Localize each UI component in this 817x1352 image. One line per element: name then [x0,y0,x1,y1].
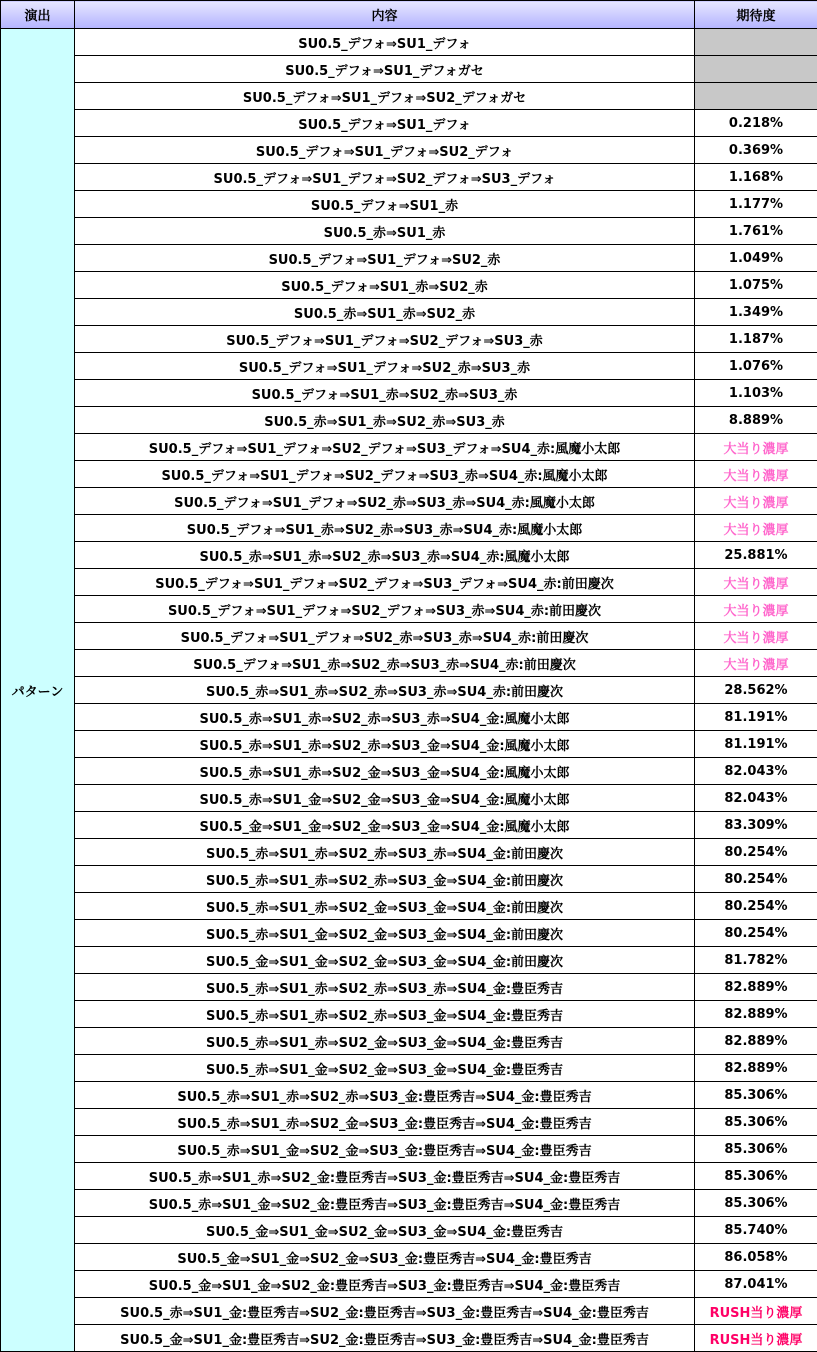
table-row [1,569,817,596]
expectation-cell: 81.191% [695,704,817,731]
table-row [1,218,817,245]
expectation-cell: 85.306% [695,1190,817,1217]
content-cell: SU0.5_赤⇒SU1_赤⇒SU2_赤⇒SU3_金⇒SU4_金:風魔小太郎 [75,731,695,758]
expectation-cell: 81.191% [695,731,817,758]
expectation-cell [695,56,817,83]
content-cell: SU0.5_デフォ⇒SU1_赤⇒SU2_赤⇒SU3_赤 [75,380,695,407]
content-cell: SU0.5_赤⇒SU1_赤 [75,218,695,245]
expectation-cell: 1.187% [695,326,817,353]
table-row [1,677,817,704]
content-cell: SU0.5_金⇒SU1_金⇒SU2_金⇒SU3_金⇒SU4_金:前田慶次 [75,947,695,974]
table-row [1,812,817,839]
table-row [1,785,817,812]
expectation-cell: 1.349% [695,299,817,326]
table-row [1,758,817,785]
table-row [1,1055,817,1082]
expectation-cell: 1.075% [695,272,817,299]
table-row [1,1001,817,1028]
expectation-cell: 8.889% [695,407,817,434]
table-row [1,380,817,407]
table-row [1,731,817,758]
expectation-cell: 85.740% [695,1217,817,1244]
table-row [1,164,817,191]
content-cell: SU0.5_デフォ⇒SU1_デフォ⇒SU2_デフォ⇒SU3_デフォ⇒SU4_赤:風魔小太郎 [75,434,695,461]
header-row [1,1,817,29]
content-cell: SU0.5_金⇒SU1_金⇒SU2_金:豊臣秀吉⇒SU3_金:豊臣秀吉⇒SU4_金:豊臣秀吉 [75,1271,695,1298]
expectation-cell: 82.043% [695,785,817,812]
expectation-cell: 大当り濃厚 [695,623,817,650]
expectation-cell: 82.889% [695,1055,817,1082]
expectation-cell: 82.889% [695,1001,817,1028]
expectation-cell: 大当り濃厚 [695,650,817,677]
content-cell: SU0.5_デフォ⇒SU1_デフォ⇒SU2_赤 [75,245,695,272]
content-cell: SU0.5_デフォ⇒SU1_デフォ⇒SU2_デフォガセ [75,83,695,110]
content-cell: SU0.5_デフォ⇒SU1_デフォガセ [75,56,695,83]
table-row [1,1136,817,1163]
content-cell: SU0.5_デフォ⇒SU1_赤⇒SU2_赤⇒SU3_赤⇒SU4_赤:前田慶次 [75,650,695,677]
table-row [1,272,817,299]
content-cell: SU0.5_赤⇒SU1_赤⇒SU2_赤⇒SU3_赤⇒SU4_金:豊臣秀吉 [75,974,695,1001]
header-performance: 演出 [1,1,75,29]
expectation-cell: 0.369% [695,137,817,164]
table-row [1,299,817,326]
table-row [1,623,817,650]
expectation-cell: 1.168% [695,164,817,191]
table-row [1,83,817,110]
table-row [1,1325,817,1352]
content-cell: SU0.5_赤⇒SU1_赤⇒SU2_赤⇒SU3_赤⇒SU4_金:前田慶次 [75,839,695,866]
table-row [1,1109,817,1136]
content-cell: SU0.5_赤⇒SU1_赤⇒SU2_金:豊臣秀吉⇒SU3_金:豊臣秀吉⇒SU4_金:豊臣秀吉 [75,1163,695,1190]
content-cell: SU0.5_デフォ⇒SU1_赤⇒SU2_赤 [75,272,695,299]
table-row [1,542,817,569]
expectation-cell [695,29,817,56]
table-body [1,29,817,1352]
expectation-cell: 25.881% [695,542,817,569]
content-cell: SU0.5_赤⇒SU1_赤⇒SU2_金⇒SU3_金⇒SU4_金:風魔小太郎 [75,758,695,785]
content-cell: SU0.5_デフォ⇒SU1_デフォ⇒SU2_デフォ⇒SU3_デフォ⇒SU4_赤:前田慶次 [75,569,695,596]
content-cell: SU0.5_デフォ⇒SU1_デフォ⇒SU2_デフォ [75,137,695,164]
table-row [1,461,817,488]
table-row [1,1244,817,1271]
table-row [1,893,817,920]
expectation-cell: 83.309% [695,812,817,839]
content-cell: SU0.5_デフォ⇒SU1_デフォ⇒SU2_赤⇒SU3_赤⇒SU4_赤:前田慶次 [75,623,695,650]
expectation-cell [695,83,817,110]
header-content: 内容 [75,1,695,29]
content-cell: SU0.5_デフォ⇒SU1_デフォ⇒SU2_デフォ⇒SU3_赤⇒SU4_赤:風魔小太郎 [75,461,695,488]
table-row [1,326,817,353]
expectation-cell: 1.177% [695,191,817,218]
content-cell: SU0.5_デフォ⇒SU1_デフォ⇒SU2_デフォ⇒SU3_赤 [75,326,695,353]
content-cell: SU0.5_赤⇒SU1_赤⇒SU2_赤⇒SU3_赤 [75,407,695,434]
expectation-cell: 1.076% [695,353,817,380]
table-row [1,920,817,947]
content-cell: SU0.5_赤⇒SU1_赤⇒SU2_赤⇒SU3_金:豊臣秀吉⇒SU4_金:豊臣秀吉 [75,1082,695,1109]
content-cell: SU0.5_赤⇒SU1_赤⇒SU2_赤⇒SU3_金⇒SU4_金:豊臣秀吉 [75,1001,695,1028]
table-row [1,56,817,83]
content-cell: SU0.5_赤⇒SU1_金⇒SU2_金⇒SU3_金⇒SU4_金:風魔小太郎 [75,785,695,812]
table-row [1,947,817,974]
table-row [1,1163,817,1190]
expectation-cell: RUSH当り濃厚 [695,1325,817,1352]
table-row [1,650,817,677]
table-row [1,1298,817,1325]
table-row [1,110,817,137]
expectation-cell: 大当り濃厚 [695,488,817,515]
expectation-cell: 1.049% [695,245,817,272]
content-cell: SU0.5_赤⇒SU1_赤⇒SU2_金⇒SU3_金:豊臣秀吉⇒SU4_金:豊臣秀吉 [75,1109,695,1136]
expectation-cell: 大当り濃厚 [695,569,817,596]
expectation-cell: 85.306% [695,1109,817,1136]
expectation-cell: 80.254% [695,866,817,893]
table-row [1,191,817,218]
content-cell: SU0.5_デフォ⇒SU1_デフォ⇒SU2_赤⇒SU3_赤 [75,353,695,380]
table-row [1,434,817,461]
content-cell: SU0.5_金⇒SU1_金⇒SU2_金⇒SU3_金⇒SU4_金:豊臣秀吉 [75,1217,695,1244]
expectation-cell: 0.218% [695,110,817,137]
content-cell: SU0.5_赤⇒SU1_金⇒SU2_金⇒SU3_金⇒SU4_金:前田慶次 [75,920,695,947]
expectation-cell: 大当り濃厚 [695,461,817,488]
content-cell: SU0.5_金⇒SU1_金⇒SU2_金⇒SU3_金:豊臣秀吉⇒SU4_金:豊臣秀吉 [75,1244,695,1271]
expectation-cell: RUSH当り濃厚 [695,1298,817,1325]
expectation-cell: 85.306% [695,1136,817,1163]
content-cell: SU0.5_赤⇒SU1_赤⇒SU2_赤⇒SU3_赤⇒SU4_赤:風魔小太郎 [75,542,695,569]
expectation-cell: 大当り濃厚 [695,596,817,623]
table-row [1,1271,817,1298]
expectation-cell: 81.782% [695,947,817,974]
expectation-cell: 80.254% [695,839,817,866]
table-row [1,407,817,434]
table-row [1,29,817,56]
table-row [1,1082,817,1109]
content-cell: SU0.5_デフォ⇒SU1_赤⇒SU2_赤⇒SU3_赤⇒SU4_赤:風魔小太郎 [75,515,695,542]
expectation-cell: 大当り濃厚 [695,434,817,461]
expectation-cell: 28.562% [695,677,817,704]
content-cell: SU0.5_デフォ⇒SU1_デフォ⇒SU2_デフォ⇒SU3_赤⇒SU4_赤:前田慶次 [75,596,695,623]
content-cell: SU0.5_赤⇒SU1_赤⇒SU2_金⇒SU3_金⇒SU4_金:豊臣秀吉 [75,1028,695,1055]
expectation-cell: 86.058% [695,1244,817,1271]
expectation-cell: 1.103% [695,380,817,407]
table-row [1,1190,817,1217]
content-cell: SU0.5_赤⇒SU1_金⇒SU2_金⇒SU3_金⇒SU4_金:豊臣秀吉 [75,1055,695,1082]
content-cell: SU0.5_デフォ⇒SU1_赤 [75,191,695,218]
category-cell: パターン [1,29,75,1352]
content-cell: SU0.5_赤⇒SU1_赤⇒SU2_赤 [75,299,695,326]
content-cell: SU0.5_金⇒SU1_金⇒SU2_金⇒SU3_金⇒SU4_金:風魔小太郎 [75,812,695,839]
table-row [1,839,817,866]
expectation-cell: 82.889% [695,1028,817,1055]
expectation-cell: 80.254% [695,920,817,947]
table-row [1,1217,817,1244]
content-cell: SU0.5_デフォ⇒SU1_デフォ [75,29,695,56]
content-cell: SU0.5_赤⇒SU1_金⇒SU2_金:豊臣秀吉⇒SU3_金:豊臣秀吉⇒SU4_金:豊臣秀吉 [75,1190,695,1217]
expectation-cell: 85.306% [695,1163,817,1190]
content-cell: SU0.5_デフォ⇒SU1_デフォ⇒SU2_デフォ⇒SU3_デフォ [75,164,695,191]
expectation-cell: 1.761% [695,218,817,245]
expectation-cell: 82.043% [695,758,817,785]
expectation-cell: 85.306% [695,1082,817,1109]
table-row [1,515,817,542]
expectation-cell: 87.041% [695,1271,817,1298]
content-cell: SU0.5_赤⇒SU1_金⇒SU2_金⇒SU3_金:豊臣秀吉⇒SU4_金:豊臣秀吉 [75,1136,695,1163]
content-cell: SU0.5_赤⇒SU1_赤⇒SU2_赤⇒SU3_金⇒SU4_金:前田慶次 [75,866,695,893]
table-row [1,704,817,731]
content-cell: SU0.5_デフォ⇒SU1_デフォ [75,110,695,137]
table-row [1,488,817,515]
table-row [1,866,817,893]
content-cell: SU0.5_デフォ⇒SU1_デフォ⇒SU2_赤⇒SU3_赤⇒SU4_赤:風魔小太郎 [75,488,695,515]
content-cell: SU0.5_赤⇒SU1_赤⇒SU2_金⇒SU3_金⇒SU4_金:前田慶次 [75,893,695,920]
header-expectation: 期待度 [695,1,817,29]
expectation-cell: 80.254% [695,893,817,920]
table-row [1,1028,817,1055]
content-cell: SU0.5_赤⇒SU1_金:豊臣秀吉⇒SU2_金:豊臣秀吉⇒SU3_金:豊臣秀吉⇒SU4_金:豊臣秀吉 [75,1298,695,1325]
expectation-cell: 大当り濃厚 [695,515,817,542]
table-row [1,245,817,272]
expectation-cell: 82.889% [695,974,817,1001]
content-cell: SU0.5_赤⇒SU1_赤⇒SU2_赤⇒SU3_赤⇒SU4_金:風魔小太郎 [75,704,695,731]
table-row [1,596,817,623]
table-row [1,137,817,164]
table-row [1,353,817,380]
content-cell: SU0.5_金⇒SU1_金:豊臣秀吉⇒SU2_金:豊臣秀吉⇒SU3_金:豊臣秀吉⇒SU4_金:豊臣秀吉 [75,1325,695,1352]
table-row [1,974,817,1001]
content-cell: SU0.5_赤⇒SU1_赤⇒SU2_赤⇒SU3_赤⇒SU4_赤:前田慶次 [75,677,695,704]
